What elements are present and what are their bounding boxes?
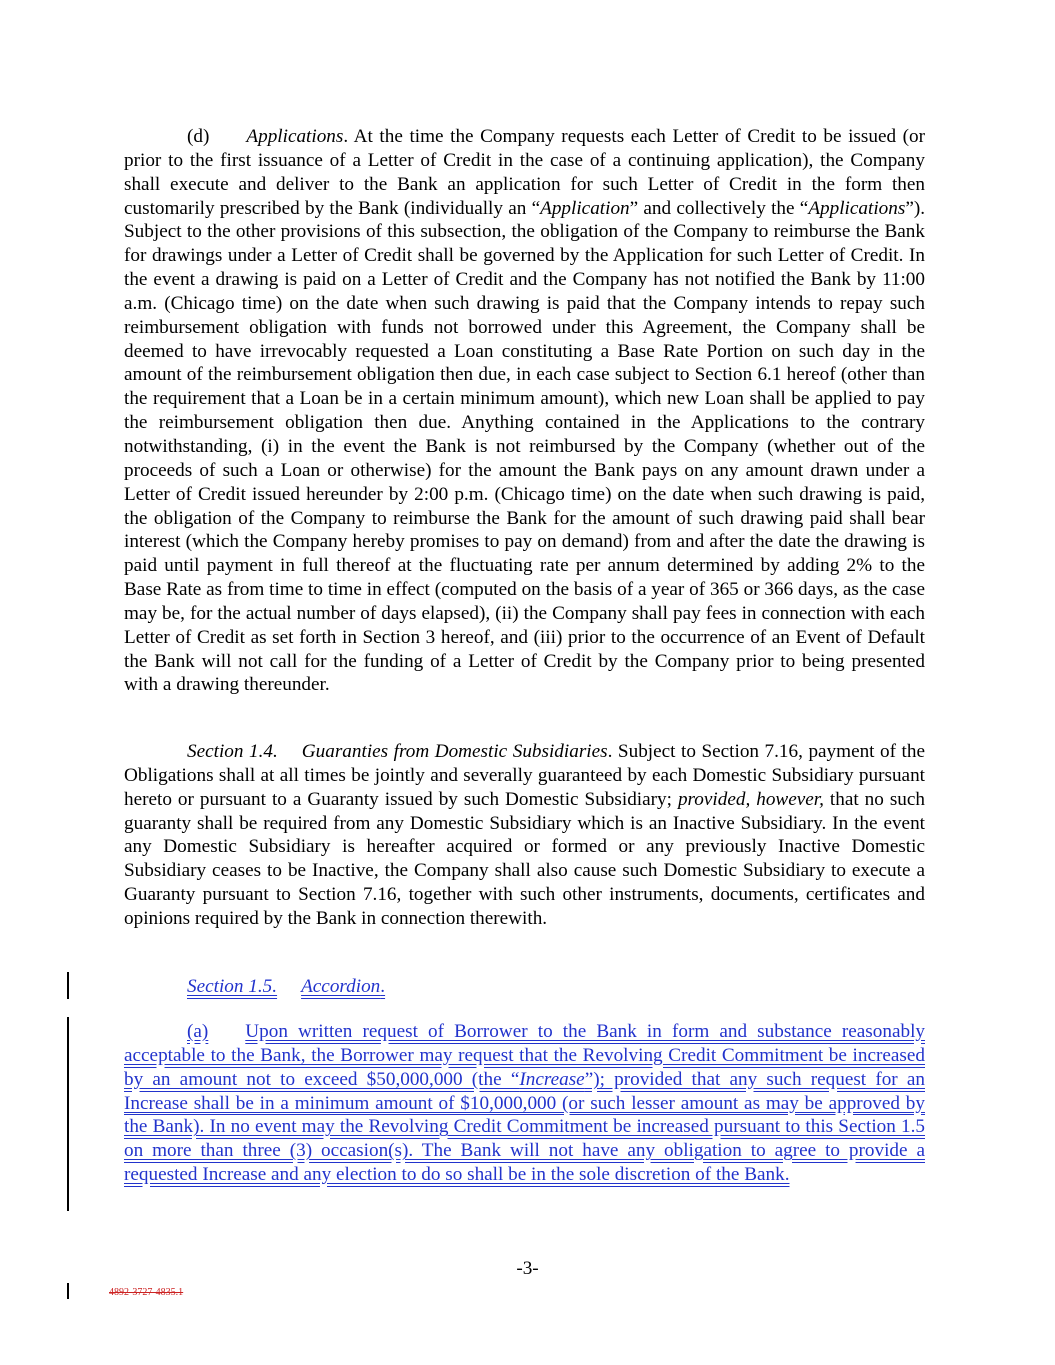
paragraph-marker: (a) [187,1021,209,1042]
defined-term: Increase [519,1068,585,1090]
section-number: Section 1.4. [187,741,278,762]
section-title: Guaranties from Domestic Subsidiaries [301,741,608,762]
proviso: provided, however, [677,788,824,810]
defined-term: Application [540,197,630,219]
defined-term: Applications [808,197,906,219]
section-number: Section 1.5. [187,976,278,997]
paragraph-heading: Applications [246,126,344,147]
page-number: -3- [516,1258,539,1279]
section-title: Accordion [301,976,381,997]
paragraph-marker: (d) [187,126,210,147]
change-bar [67,1017,69,1211]
change-bar [67,1283,69,1299]
section-1-5-heading: Section 1.5. Accordion. [187,976,386,997]
paragraph-d-applications: (d) Applications. At the time the Company requests each Letter of Credit to be issued (or prior to the first issuance of a Letter of Credit in the case of a continuing application), the Company shall execute and deliver to the Bank an application for such Letter of Credit in the form then customarily prescribed by the Bank (individually an “Application” and collectively the “Applications”). Subject to the other provisions of this subsection, the obligation of the Company to reimburse the Bank for drawings under a Letter of Credit shall be governed by the Application for such Letter of Credit. In the event a drawing is paid on a Letter of Credit and the Company has not notified the Bank by 11:00 a.m. (Chicago time) on the date when such drawing is paid that the Company intends to repay such reimbursement obligation with funds not borrowed under this Agreement, the Company shall be deemed to have irrevocably requested a Loan constituting a Base Rate Portion on such day in the amount of the reimbursement obligation then due, in each case subject to Section 6.1 hereof (other than the requirement that a Loan be in a certain minimum amount), which new Loan shall be applied to pay the reimbursement obligation then due. Anything contained in the Applications to the contrary notwithstanding, (i) in the event the Bank is not reimbursed by the Company (whether out of the proceeds of such a Loan or otherwise) for the amount the Bank pays on any amount drawn under a Letter of Credit issued hereunder by 2:00 p.m. (Chicago time) on the date when such drawing is paid, the obligation of the Company to reimburse the Bank for the amount of such drawing paid shall bear interest (which the Company hereby promises to pay on demand) from and after the date the drawing is paid until payment in full thereof at the fluctuating rate per annum determined by adding 2% to the Base Rate as from time to time in effect (computed on the basis of a year of 365 or 366 days, as the case may be, for the actual number of days elapsed), (ii) the Company shall pay fees in connection with each Letter of Credit as set forth in Section 3 hereof, and (iii) prior to the occurrence of an Event of Default the Bank will not call for the funding of a Letter of Credit by the Company prior to being presented with a drawing thereunder. [124,126,926,696]
section-1-4-paragraph: Section 1.4. Guaranties from Domestic Subsidiaries. Subject to Section 7.16, payment of the Obligations shall at all times be jointly and severally guaranteed by each Domestic Subsidiary pursuant hereto or pursuant to a Guaranty issued by such Domestic Subsidiary; provided, however, that no such guaranty shall be required from any Domestic Subsidiary which is an Inactive Subsidiary. In the event any Domestic Subsidiary is hereafter acquired or formed or any previously Inactive Domestic Subsidiary ceases to be Inactive, the Company shall also cause such Domestic Subsidiary to execute a Guaranty pursuant to Section 7.16, together with such other instruments, documents, certificates and opinions required by the Bank in connection therewith. [124,741,925,929]
paragraph-a-accordion: (a) Upon written request of Borrower to the Bank in form and substance reasonably acceptable to the Bank, the Borrower may request that the Revolving Credit Commitment be increased by an amount not to exceed $50,000,000 (the “Increase”); provided that any such request for an Increase shall be in a minimum amount of $10,000,000 (or such lesser amount as may be approved by the Bank). In no event may the Revolving Credit Commitment be increased pursuant to this Section 1.5 on more than three (3) occasion(s). The Bank will not have any obligation to agree to provide a requested Increase and any election to do so shall be in the sole discretion of the Bank. [124,1021,925,1186]
document-id: 4892-3727-4835.1 [109,1287,184,1298]
change-bar [67,972,69,999]
